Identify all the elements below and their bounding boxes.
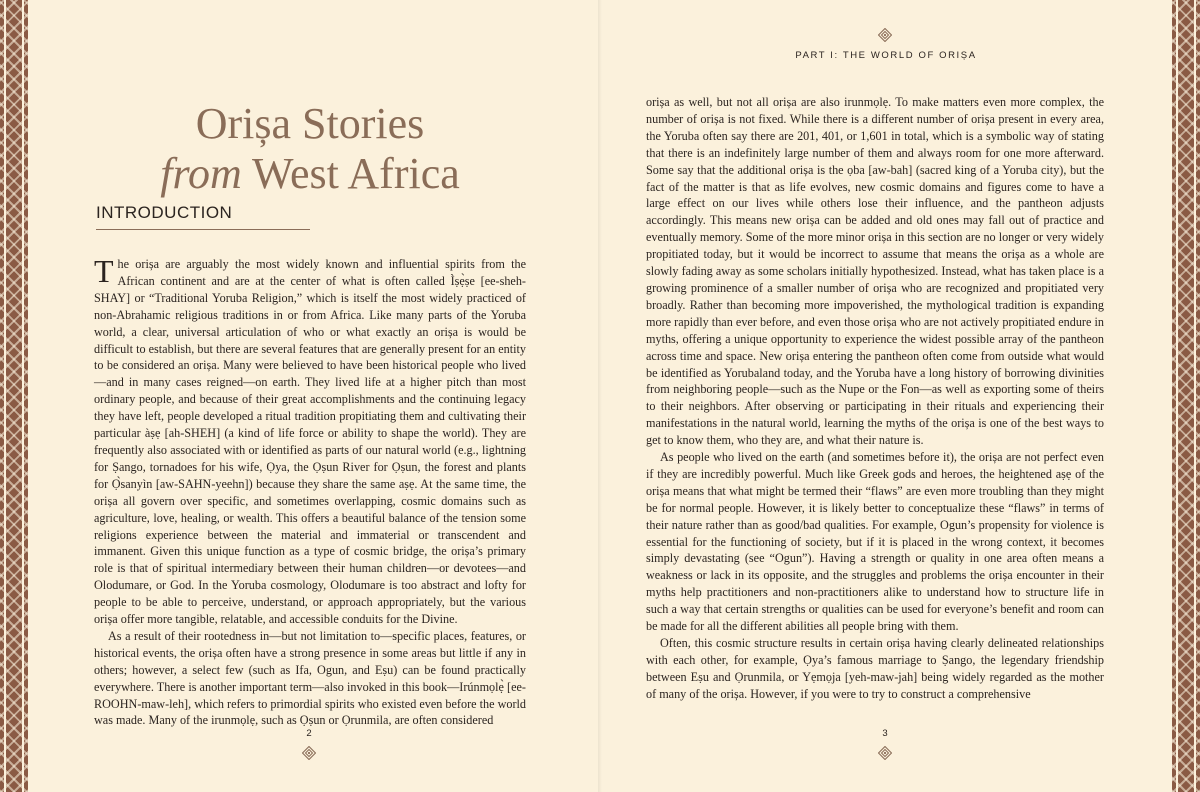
running-head: PART I: THE WORLD OF ORIȘA — [795, 50, 977, 61]
section-heading-rule — [96, 229, 310, 230]
title-line-2 — [30, 149, 590, 199]
drop-cap: T — [94, 253, 114, 289]
diamond-ornament-icon — [878, 746, 892, 760]
decorative-border-left — [0, 0, 28, 792]
paragraph: As people who lived on the earth (and sometimes before it), the orișa are not perfect even if they are incredibly powerful. Much like Greek gods and heroes, the heightened aṣẹ of the orișa means that what might be termed their “flaws” are even more troubling than they might be for normal people. However, it is likely better to conceptualize these “flaws” in terms of their nature rather than as good/bad qualities. For example, Ogun’s propensity for violence is essential for the functioning of society, but if it is placed in the wrong context, it becomes simply devastating (see “Ogun”). Having a strength or quality in one area often means a weakness or lack in its opposite, and the struggles and problems the orișa encounter in their myths help practitioners and non-practitioners alike to understand how to structure life in such a way that certain strengths or qualities can be used for everyone’s benefit and room can be made for all the different abilities all people bring with them. — [646, 450, 1104, 634]
title-italic-word: from — [160, 149, 242, 199]
diamond-ornament-icon — [878, 28, 892, 42]
title-line-1: Orișa Stories — [195, 99, 425, 149]
paragraph: Often, this cosmic structure results in certain orișa having clearly delineated relationships with each other, for example, Ọya’s famous marriage to Ṣango, the legendary friendship between Eṣu and Ọrunmila, or Yẹmọja [yeh-maw-jah] being widely regarded as the mother of many of the orișa. However, if you were to try to construct a comprehensive — [646, 636, 1104, 701]
paragraph-text: he orișa are arguably the most widely known and influential spirits from the African continent and are at the center of what is often called Ìṣẹ̀ṣe [ee-sheh-SHAY] or “Traditional Yoruba Religion,” which is itself the most widely practiced of non-Abrahamic religious traditions in or from Africa. Like many parts of the Yoruba world, a clear, universal articulation of who or what exactly an orișa is would be difficult to establish, but there are several features that are generally present for an entity to be considered an orișa. Many were believed to have been historical people who lived—and in many cases reigned—on earth. They lived life at a higher pitch than most ordinary people, and because of their great accomplishments and the continuing legacy they have left, people developed a ritual tradition propitiating them and cultivating their particular àṣẹ [ah-SHEH] (a kind of life force or ability to shape the world). They are frequently also associated with or identified as parts of our natural world (e.g., lightning for Ṣango, tornadoes for his wife, Ọya, the Ọṣun River for Ọṣun, the forest and plants for Ọ̀sanyìn [aw-SAHN-yeehn]) because they share the same aṣẹ. At the same time, the orișa all govern over specific, and sometimes overlapping, cosmic domains such as agriculture, love, healing, or wealth. This offers a beautiful balance of the tension some religions experience between the material and immaterial or transcendent and immanent. Given this unique function as a type of cosmic bridge, the orișa’s primary role is that of spiritual intermediary between their human children—or devotees—and Olodumare, or God. In the Yoruba cosmology, Olodumare is too abstract and lofty for people to be able to perceive, understand, or approach appropriately, but the various orișa offer more tangible, relatable, and accessible conduits for the Divine. — [94, 257, 526, 627]
title-line-2-rest: West Africa — [241, 149, 460, 199]
right-page — [602, 0, 1170, 792]
page-number: 3 — [882, 728, 888, 739]
right-body-text — [646, 94, 1104, 703]
page-number: 2 — [306, 728, 312, 739]
left-body-text — [94, 253, 526, 729]
section-heading: INTRODUCTION — [96, 203, 233, 222]
chapter-title — [30, 99, 590, 199]
paragraph: As a result of their rootedness in—but not limitation to—specific places, features, or historical events, the orișa often have a strong presence in some areas but little if any in others; however, a select few (such as Ifa, Ogun, and Eṣu) can be found practically everywhere. There is another important term—also invoked in this book—Irúnmọlẹ̀ [ee-ROOHN-maw-leh], which refers to primordial spirits who existed even before the world was made. Many of the irunmọlẹ, such as Ọṣun or Ọrunmila, are often considered — [94, 628, 526, 728]
left-page — [30, 0, 598, 792]
decorative-border-right — [1172, 0, 1200, 792]
paragraph: orișa as well, but not all orișa are also irunmọlẹ. To make matters even more complex, the number of orișa is not fixed. While there is a different number of orișa present in every area, the Yoruba often say there are 201, 401, or 1,601 in total, which is a symbolic way of stating that there is an indefinitely large number of them and always room for one more afterward. Some say that the additional orișa is the ọba [aw-bah] (sacred king of a Yoruba city), but the fact of the matter is that as life evolves, new cosmic domains and figures come to have a large effect on our lives while others lose their influence, and the pantheon adjusts accordingly. This means new orișa can be added and old ones may fall out of practice and eventually memory. Some of the more minor orișa in this section are no longer or very widely propitiated today, but it would be incorrect to assume that means the orișa as a whole are slowly fading away as some scholars initially hypothesized. Instead, what has taken place is a growing prominence of a smaller number of orișa who are recognized and propitiated very broadly. Rather than becoming more impoverished, the mythological tradition is expanding more rapidly than ever before, and even those orișa who are not actively propitiated endure in myths, offering a unique opportunity to experience the widest possible array of the pantheon across time and space. New orișa entering the pantheon often come from outside what would be identified as Yorubaland today, and the Yoruba have a long history of borrowing divinities from neighboring people—such as the Nupe or the Fon—as well as exporting some of theirs to their neighbors. After observing or participating in their rituals and experiencing their manifestations in the natural world, learning the myths of the orișa is one of the best ways to get to know them, who they are, and what their nature is. — [646, 95, 1104, 448]
diamond-ornament-icon — [302, 746, 316, 760]
paragraph — [94, 253, 526, 628]
